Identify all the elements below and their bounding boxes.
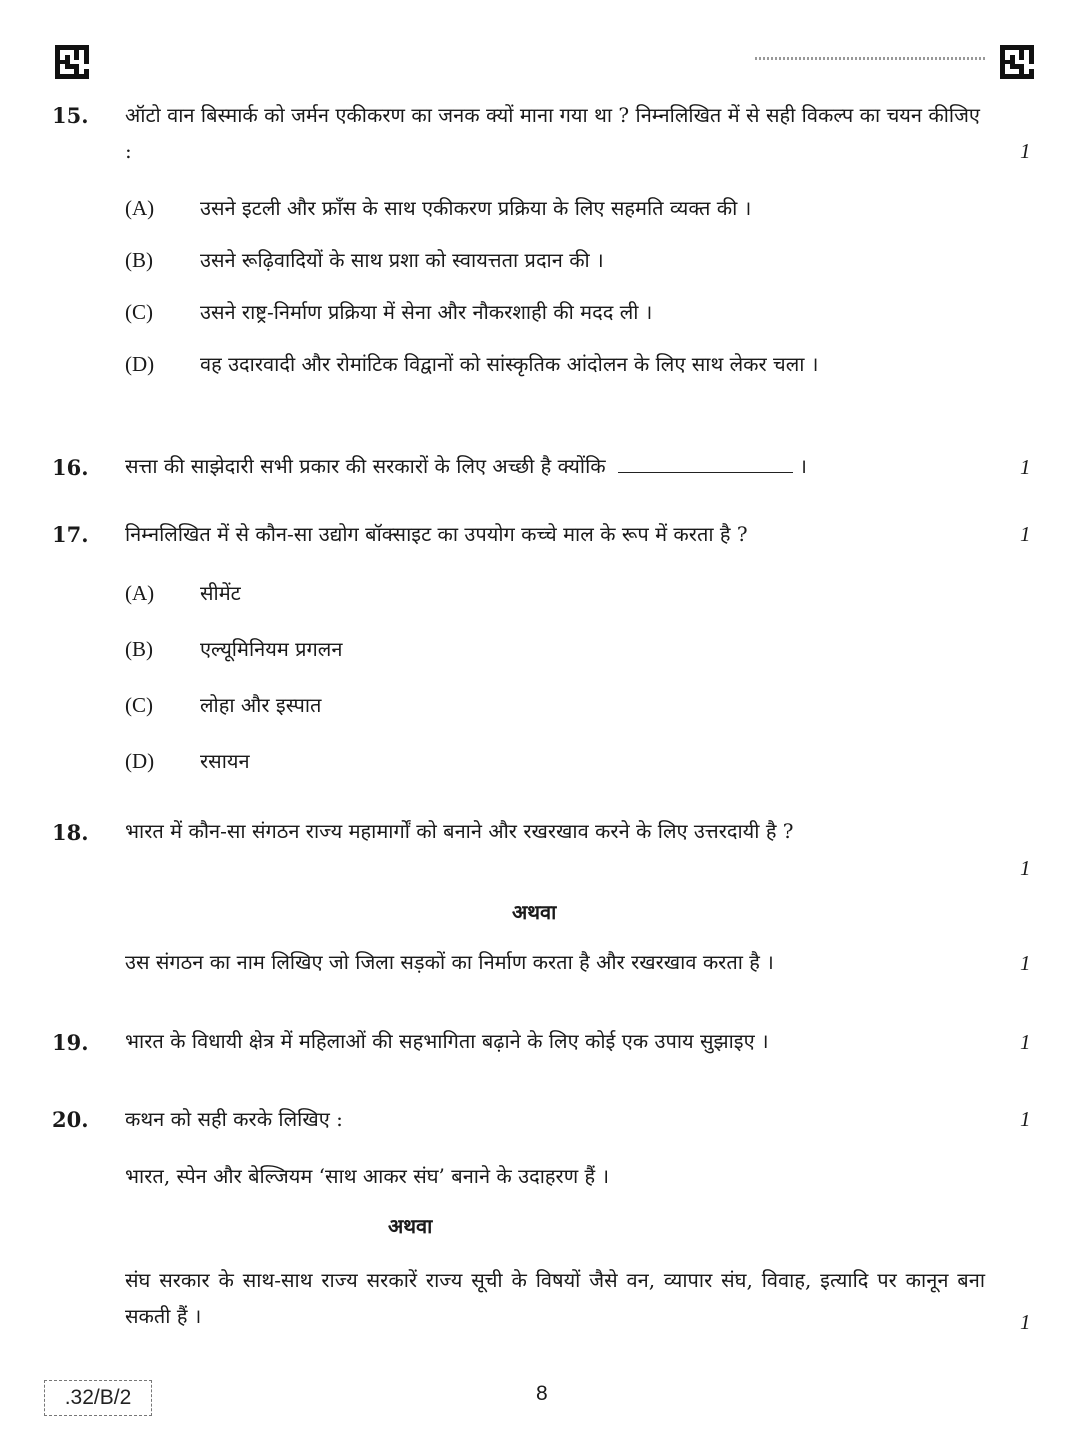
option-label: (B) [125, 248, 153, 272]
question-text-end: । [799, 454, 807, 478]
option-text: उसने इटली और फ्राँस के साथ एकीकरण प्रक्रिया के लिए सहमति व्यक्त की । [200, 196, 752, 220]
option-text: रसायन [200, 749, 250, 773]
option-text: उसने रूढ़िवादियों के साथ प्रशा को स्वायत्तता प्रदान की । [200, 248, 604, 272]
question-text: भारत में कौन-सा संगठन राज्य महामार्गों को बनाने और रखरखाव करने के लिए उत्तरदायी है ? [125, 819, 794, 843]
option-label: (B) [125, 637, 153, 661]
option-label: (D) [125, 749, 155, 773]
paper-code: .32/B/2 [44, 1380, 152, 1416]
answer-blank [618, 452, 793, 473]
option-label: (C) [125, 300, 153, 324]
statement-text: भारत, स्पेन और बेल्जियम ‘साथ आकर संघ’ बनाने के उदाहरण हैं । [125, 1164, 610, 1188]
page-number: 8 [536, 1382, 548, 1405]
question-number: 15. [52, 103, 89, 128]
option-label: (A) [125, 196, 155, 220]
question-text: ऑटो वान बिस्मार्क को जर्मन एकीकरण का जनक क्यों माना गया था ? निम्नलिखित में से सही विकल्प का चयन कीजिए : [125, 103, 980, 163]
question-text: भारत के विधायी क्षेत्र में महिलाओं की सहभागिता बढ़ाने के लिए कोई एक उपाय सुझाइए । [125, 1029, 769, 1053]
qr-code-icon [55, 45, 89, 79]
marks: 1 [1020, 951, 1031, 975]
or-label: अथवा [388, 1214, 433, 1238]
question-number: 20. [52, 1107, 89, 1132]
question-number: 16. [52, 455, 89, 480]
option-label: (A) [125, 581, 155, 605]
marks: 1 [1020, 139, 1031, 163]
question-number: 18. [52, 820, 89, 845]
question-text: सत्ता की साझेदारी सभी प्रकार की सरकारों के लिए अच्छी है क्योंकि [125, 454, 606, 478]
question-number: 17. [52, 522, 89, 547]
question-text: निम्नलिखित में से कौन-सा उद्योग बॉक्साइट का उपयोग कच्चे माल के रूप में करता है ? [125, 522, 748, 546]
option-text: लोहा और इस्पात [200, 693, 322, 717]
option-label: (C) [125, 693, 153, 717]
option-text: उसने राष्ट्र-निर्माण प्रक्रिया में सेना और नौकरशाही की मदद ली । [200, 300, 653, 324]
marks: 1 [1020, 856, 1031, 880]
marks: 1 [1020, 1310, 1031, 1334]
option-text: एल्यूमिनियम प्रगलन [200, 637, 343, 661]
marks: 1 [1020, 1107, 1031, 1131]
qr-code-icon [1000, 45, 1034, 79]
marks: 1 [1020, 522, 1031, 546]
option-text: वह उदारवादी और रोमांटिक विद्वानों को सांस्कृतिक आंदोलन के लिए साथ लेकर चला । [200, 352, 819, 376]
or-label: अथवा [512, 900, 557, 924]
question-text-row [125, 448, 1005, 484]
question-number: 19. [52, 1030, 89, 1055]
alternative-question-text: उस संगठन का नाम लिखिए जो जिला सड़कों का निर्माण करता है और रखरखाव करता है । [125, 950, 774, 974]
marks: 1 [1020, 1030, 1031, 1054]
question-text: कथन को सही करके लिखिए : [125, 1107, 343, 1131]
alternative-question-text: संघ सरकार के साथ-साथ राज्य सरकारें राज्य सूची के विषयों जैसे वन, व्यापार संघ, विवाह, इत्यादि पर कानून बना सकती हैं । [125, 1268, 985, 1328]
microtext-line [755, 57, 985, 60]
marks: 1 [1020, 455, 1031, 479]
option-text: सीमेंट [200, 581, 241, 605]
option-label: (D) [125, 352, 155, 376]
